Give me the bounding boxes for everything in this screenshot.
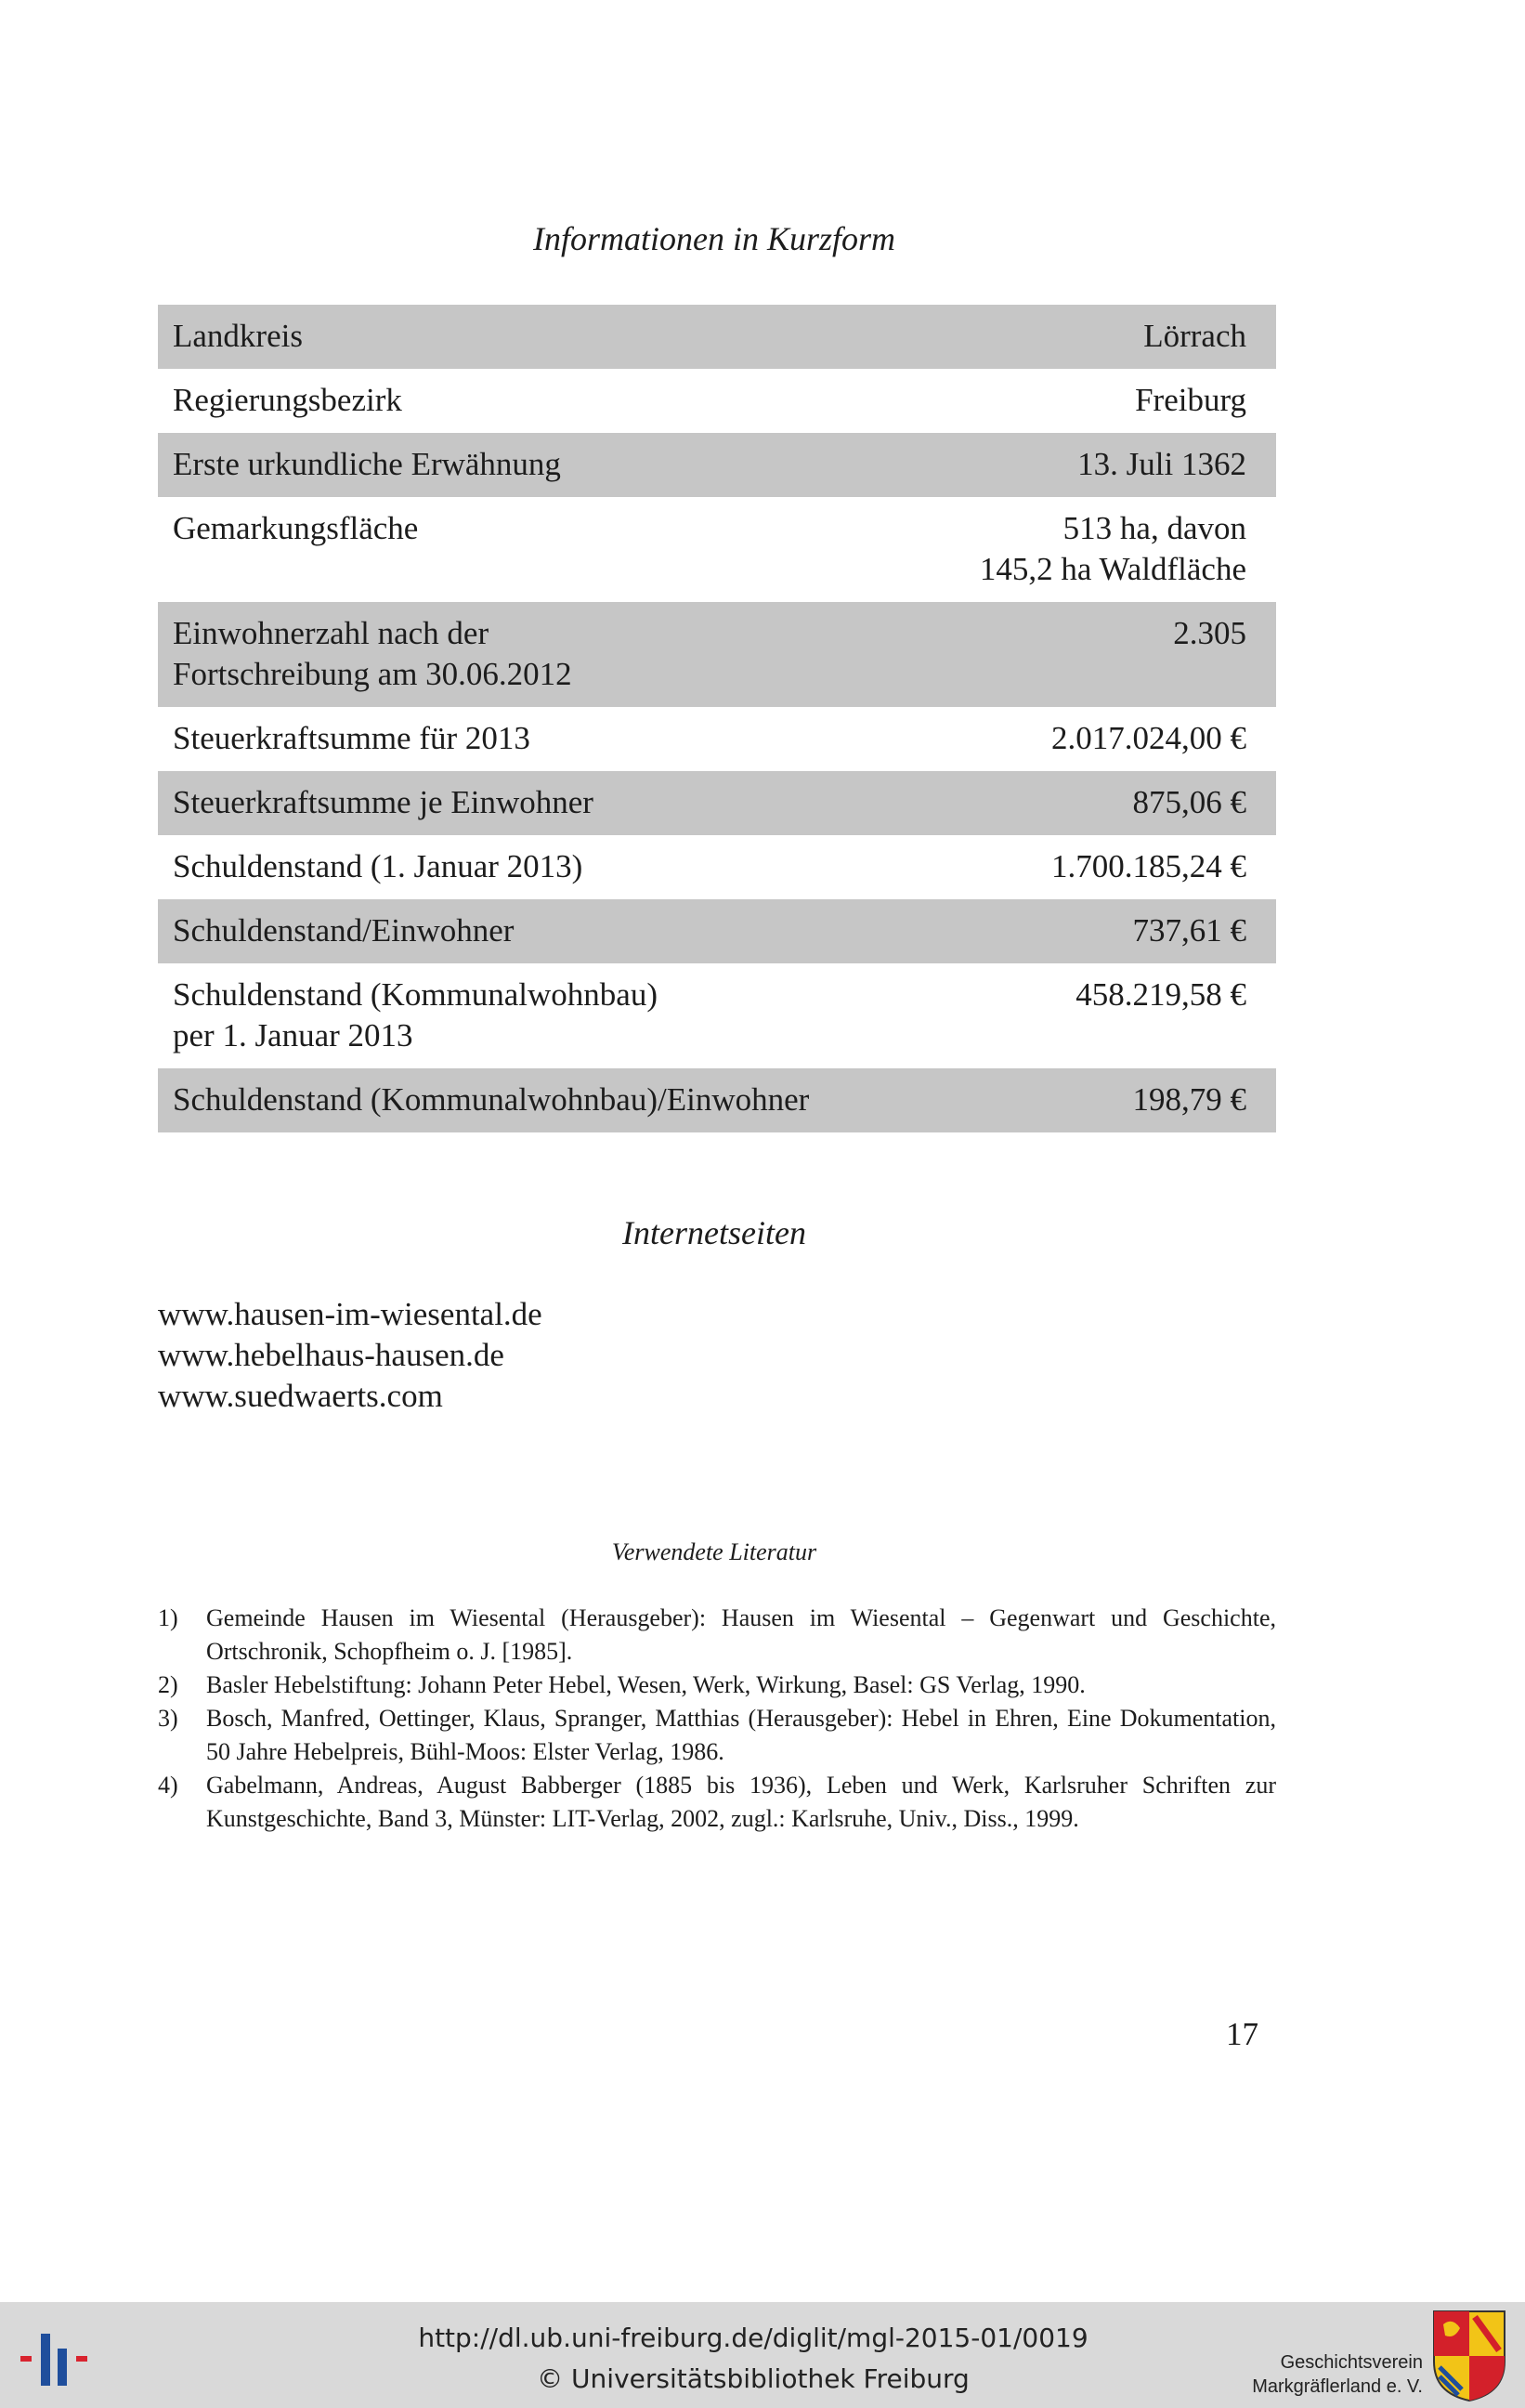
internet-section-title: Internetseiten	[622, 1214, 806, 1251]
reference-text: Gemeinde Hausen im Wiesental (Herausgeber): Hausen im Wiesental – Gegenwart und Geschichte, Ortschronik, Schopfheim o. J. [1985].	[206, 1604, 1276, 1665]
row-value: Freiburg	[1135, 382, 1246, 418]
info-table	[158, 305, 1276, 1132]
table-row	[158, 497, 1276, 602]
footer-url[interactable]: http://dl.ub.uni-freiburg.de/diglit/mgl-2015-01/0019	[418, 2323, 1088, 2353]
table-row	[158, 707, 1276, 771]
row-value: 13. Juli 1362	[1077, 446, 1246, 482]
page-number: 17	[1226, 2016, 1258, 2052]
row-value: 2.305	[1173, 615, 1246, 651]
table-row	[158, 433, 1276, 497]
reference-list	[158, 1602, 1276, 1836]
reference-text: Basler Hebelstiftung: Johann Peter Hebel, Wesen, Werk, Wirkung, Basel: GS Verlag, 1990.	[206, 1671, 1086, 1698]
row-value: 198,79 €	[1132, 1081, 1246, 1118]
reference-number: 3)	[158, 1705, 178, 1732]
row-value: Lörrach	[1143, 318, 1246, 354]
row-value: 737,61 €	[1132, 912, 1246, 949]
row-label: Schuldenstand/Einwohner	[173, 912, 515, 949]
row-label: Steuerkraftsumme je Einwohner	[173, 784, 593, 820]
row-value: 875,06 €	[1132, 784, 1246, 820]
reference-number: 2)	[158, 1671, 178, 1698]
reference-item	[158, 1702, 1276, 1769]
table-row	[158, 899, 1276, 963]
reference-text: Gabelmann, Andreas, August Babberger (1885 bis 1936), Leben und Werk, Karlsruher Schriften zur Kunstgeschichte, Band 3, Münster: LIT-Verlag, 2002, zugl.: Karlsruhe, Univ., Diss., 1999.	[206, 1772, 1276, 1832]
row-label: Schuldenstand (Kommunalwohnbau) per 1. Januar 2013	[173, 976, 658, 1054]
website-link[interactable]: www.hausen-im-wiesental.de	[158, 1296, 542, 1332]
row-label: Landkreis	[173, 318, 303, 354]
row-label: Schuldenstand (1. Januar 2013)	[173, 848, 583, 884]
society-line: Markgräflerland e. V.	[1252, 2376, 1423, 2397]
society-name	[1228, 2350, 1423, 2399]
reference-item	[158, 1769, 1276, 1836]
row-label: Einwohnerzahl nach der Fortschreibung am 30.06.2012	[173, 615, 572, 692]
website-list	[158, 1294, 542, 1417]
row-value: 458.219,58 €	[1075, 976, 1246, 1013]
table-row	[158, 963, 1276, 1068]
table-row	[158, 771, 1276, 835]
row-label: Erste urkundliche Erwähnung	[173, 446, 561, 482]
table-row	[158, 369, 1276, 433]
reference-number: 4)	[158, 1772, 178, 1799]
row-label: Steuerkraftsumme für 2013	[173, 720, 530, 756]
website-link[interactable]: www.hebelhaus-hausen.de	[158, 1337, 504, 1373]
footer-bar	[0, 2302, 1525, 2408]
row-value: 1.700.185,24 €	[1051, 848, 1246, 884]
table-row	[158, 305, 1276, 369]
website-link[interactable]: www.suedwaerts.com	[158, 1378, 443, 1414]
table-row	[158, 602, 1276, 707]
row-label: Gemarkungsfläche	[173, 510, 419, 546]
society-line: Geschichtsverein	[1280, 2352, 1423, 2373]
reference-item	[158, 1602, 1276, 1669]
footer-copyright: © Universitätsbibliothek Freiburg	[537, 2363, 970, 2394]
markgraeflerland-crest-icon	[1430, 2308, 1508, 2402]
page-title: Informationen in Kurzform	[532, 220, 896, 257]
table-row	[158, 835, 1276, 899]
reference-number: 1)	[158, 1604, 178, 1631]
literature-section-title: Verwendete Literatur	[611, 1538, 817, 1565]
row-label: Regierungsbezirk	[173, 382, 402, 418]
reference-item	[158, 1669, 1276, 1702]
table-row	[158, 1068, 1276, 1132]
reference-text: Bosch, Manfred, Oettinger, Klaus, Spranger, Matthias (Herausgeber): Hebel in Ehren, Eine Dokumentation, 50 Jahre Hebelpreis, Bühl-Moos: Elster Verlag, 1986.	[206, 1705, 1276, 1765]
row-value: 2.017.024,00 €	[1051, 720, 1246, 756]
row-value: 513 ha, davon 145,2 ha Waldfläche	[979, 510, 1246, 587]
row-label: Schuldenstand (Kommunalwohnbau)/Einwohner	[173, 1081, 810, 1118]
